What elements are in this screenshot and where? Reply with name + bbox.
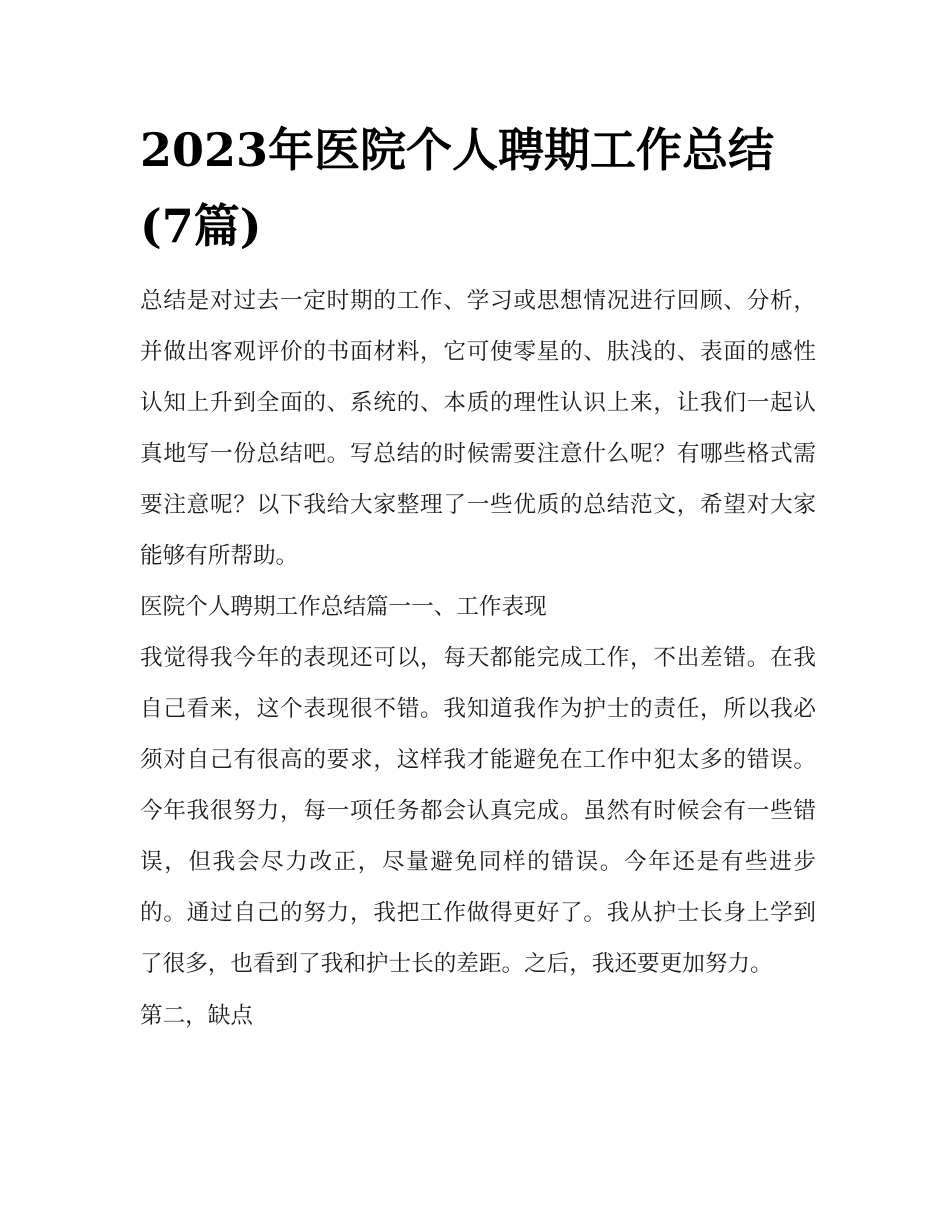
intro-paragraph: 总结是对过去一定时期的工作、学习或思想情况进行回顾、分析，并做出客观评价的书面材料，它可使零星的、肤浅的、表面的感性认知上升到全面的、系统的、本质的理性认识上来，让我们一起认真地写一份总结吧。写总结的时候需要注意什么呢？有哪些格式需要注意呢？以下我给大家整理了一些优质的总结范文，希望对大家能够有所帮助。 bbox=[140, 288, 816, 569]
section-heading: 医院个人聘期工作总结篇一一、工作表现 bbox=[140, 594, 547, 620]
document-content bbox=[140, 276, 816, 1042]
body-paragraph: 我觉得我今年的表现还可以，每天都能完成工作，不出差错。在我自己看来，这个表现很不错。我知道我作为护士的责任，所以我必须对自己有很高的要求，这样我才能避免在工作中犯太多的错误。今年我很努力，每一项任务都会认真完成。虽然有时候会有一些错误，但我会尽力改正，尽量避免同样的错误。今年还是有些进步的。通过自己的努力，我把工作做得更好了。我从护士长身上学到了很多，也看到了我和护士长的差距。之后，我还要更加努力。 bbox=[140, 645, 816, 977]
document-title: 2023年医院个人聘期工作总结(7篇) bbox=[140, 123, 775, 253]
subheading-shortcomings: 第二，缺点 bbox=[140, 1003, 253, 1029]
